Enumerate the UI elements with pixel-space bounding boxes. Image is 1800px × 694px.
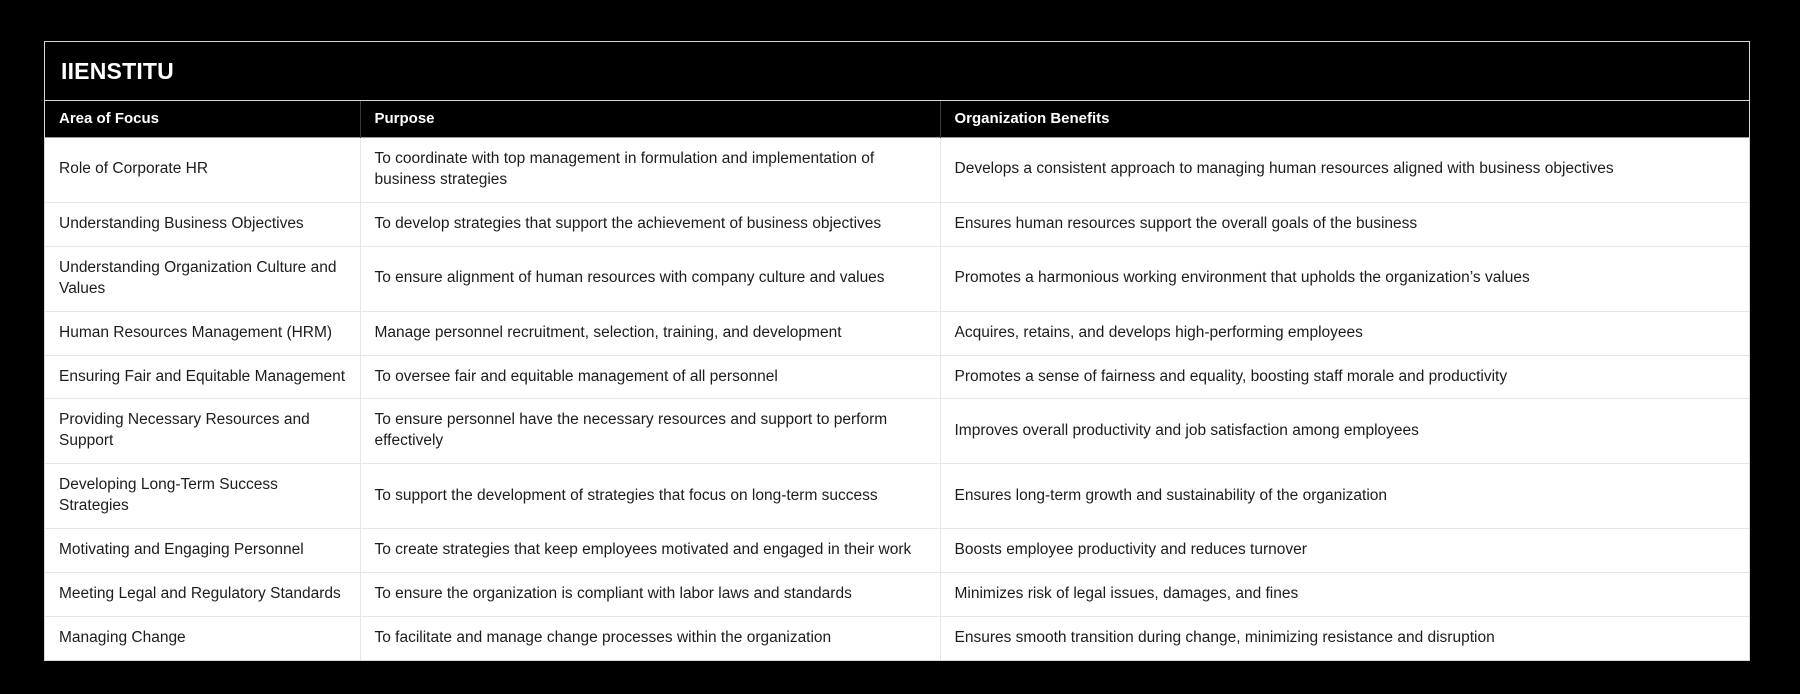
cell-purpose: To coordinate with top management in formulation and implementation of business strategies: [360, 138, 940, 203]
table-row[interactable]: [45, 138, 1749, 203]
table-row[interactable]: [45, 355, 1749, 399]
cell-area: Providing Necessary Resources and Support: [45, 399, 360, 464]
cell-purpose: To support the development of strategies that focus on long-term success: [360, 464, 940, 529]
cell-purpose: To ensure alignment of human resources with company culture and values: [360, 246, 940, 311]
cell-purpose: To ensure personnel have the necessary resources and support to perform effectively: [360, 399, 940, 464]
cell-area: Managing Change: [45, 616, 360, 659]
cell-purpose: To create strategies that keep employees motivated and engaged in their work: [360, 529, 940, 573]
cell-benefits: Ensures smooth transition during change, minimizing resistance and disruption: [940, 616, 1749, 659]
table-row[interactable]: [45, 311, 1749, 355]
cell-purpose: To ensure the organization is compliant with labor laws and standards: [360, 573, 940, 617]
cell-area: Developing Long-Term Success Strategies: [45, 464, 360, 529]
cell-benefits: Ensures long-term growth and sustainability of the organization: [940, 464, 1749, 529]
column-header-purpose[interactable]: Purpose: [360, 101, 940, 138]
cell-purpose: To develop strategies that support the achievement of business objectives: [360, 202, 940, 246]
focus-areas-table: [45, 101, 1749, 660]
cell-benefits: Promotes a harmonious working environment that upholds the organization’s values: [940, 246, 1749, 311]
table-header: [45, 101, 1749, 138]
cell-benefits: Boosts employee productivity and reduces turnover: [940, 529, 1749, 573]
cell-benefits: Promotes a sense of fairness and equality, boosting staff morale and productivity: [940, 355, 1749, 399]
cell-purpose: To facilitate and manage change processes within the organization: [360, 616, 940, 659]
table-row[interactable]: [45, 464, 1749, 529]
cell-area: Meeting Legal and Regulatory Standards: [45, 573, 360, 617]
cell-purpose: To oversee fair and equitable management of all personnel: [360, 355, 940, 399]
cell-benefits: Minimizes risk of legal issues, damages, and fines: [940, 573, 1749, 617]
column-header-area-of-focus[interactable]: Area of Focus: [45, 101, 360, 138]
table-header-row: [45, 101, 1749, 138]
cell-benefits: Develops a consistent approach to managing human resources aligned with business objectives: [940, 138, 1749, 203]
cell-purpose: Manage personnel recruitment, selection, training, and development: [360, 311, 940, 355]
cell-benefits: Acquires, retains, and develops high-performing employees: [940, 311, 1749, 355]
brand-header: [45, 42, 1749, 101]
table-row[interactable]: [45, 529, 1749, 573]
cell-area: Understanding Organization Culture and Values: [45, 246, 360, 311]
cell-area: Role of Corporate HR: [45, 138, 360, 203]
table-body: [45, 138, 1749, 660]
column-header-organization-benefits[interactable]: Organization Benefits: [940, 101, 1749, 138]
brand-title: IIENSTITU: [61, 57, 174, 84]
cell-area: Motivating and Engaging Personnel: [45, 529, 360, 573]
table-row[interactable]: [45, 573, 1749, 617]
table-row[interactable]: [45, 399, 1749, 464]
cell-area: Understanding Business Objectives: [45, 202, 360, 246]
table-row[interactable]: [45, 202, 1749, 246]
cell-area: Ensuring Fair and Equitable Management: [45, 355, 360, 399]
table-row[interactable]: [45, 246, 1749, 311]
cell-benefits: Ensures human resources support the overall goals of the business: [940, 202, 1749, 246]
cell-area: Human Resources Management (HRM): [45, 311, 360, 355]
table-row[interactable]: [45, 616, 1749, 659]
table-card: [44, 41, 1750, 661]
cell-benefits: Improves overall productivity and job satisfaction among employees: [940, 399, 1749, 464]
